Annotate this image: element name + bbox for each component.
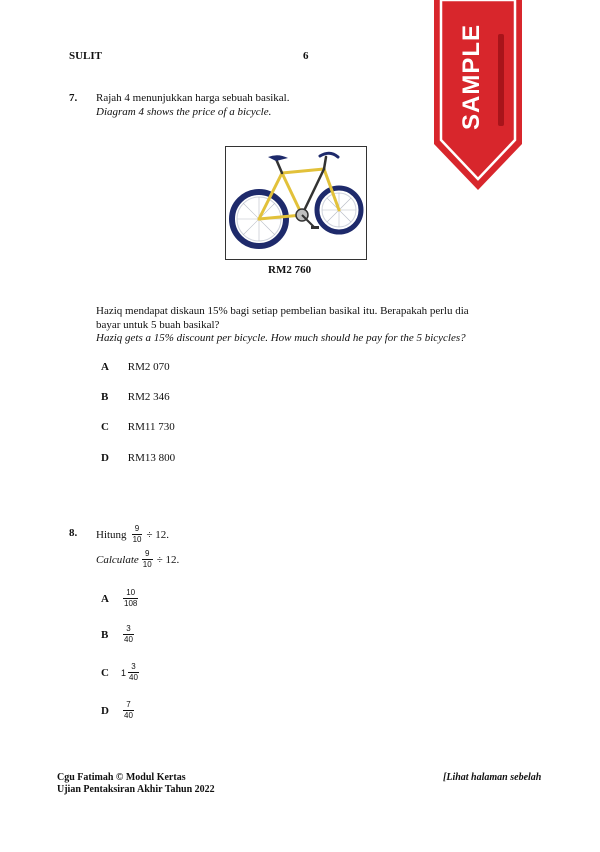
q7-question-ms-line1: Haziq mendapat diskaun 15% bagi setiap pembelian basikal itu. Berapakah perlu dia xyxy=(96,305,469,317)
q8-option-b[interactable]: B $\frac{3}{40}$ xyxy=(101,624,133,644)
footer-exam: Ujian Pentaksiran Akhir Tahun 2022 xyxy=(57,784,215,795)
q8-fraction: $\frac{9}{10}$ xyxy=(132,524,142,544)
bicycle-figure xyxy=(225,146,367,260)
bicycle-icon xyxy=(226,147,366,259)
q7-question-ms-line2: bayar untuk 5 buah basikal? xyxy=(96,319,220,331)
sample-badge xyxy=(434,0,522,190)
header-sulit: SULIT xyxy=(69,50,103,62)
q7-intro-ms: Rajah 4 menunjukkan harga sebuah basikal. xyxy=(96,92,290,104)
q8-option-a[interactable]: A $\frac{10}{108}$ xyxy=(101,588,138,608)
q7-option-c[interactable]: C RM11 730 xyxy=(101,421,175,433)
q8-number: 8. xyxy=(69,527,78,539)
q7-option-a[interactable]: A RM2 070 xyxy=(101,361,170,373)
footer-next-page: [Lihat halaman sebelah xyxy=(443,772,542,783)
page-number: 6 xyxy=(303,50,309,62)
q8-fraction-en: $\frac{9}{10}$ xyxy=(142,549,152,569)
q8-prompt-en: Calculate $\frac{9}{10}$ ÷ 12. xyxy=(96,549,180,569)
q7-number: 7. xyxy=(69,92,78,104)
q8-prompt-ms: Hitung $\frac{9}{10}$ ÷ 12. xyxy=(96,524,170,544)
q7-question-en: Haziq gets a 15% discount per bicycle. How much should he pay for the 5 bicycles? xyxy=(96,332,466,344)
q7-intro-en: Diagram 4 shows the price of a bicycle. xyxy=(96,106,272,118)
sample-badge-text: SAMPLE xyxy=(458,23,485,130)
q8-option-d[interactable]: D $\frac{7}{40}$ xyxy=(101,700,133,720)
q7-option-b[interactable]: B RM2 346 xyxy=(101,391,170,403)
footer-author: Cgu Fatimah © Modul Kertas xyxy=(57,772,186,783)
q7-price: RM2 760 xyxy=(268,264,312,276)
q7-option-d[interactable]: D RM13 800 xyxy=(101,452,176,464)
q8-option-c[interactable]: C 1 $\frac{3}{40}$ xyxy=(101,662,138,682)
